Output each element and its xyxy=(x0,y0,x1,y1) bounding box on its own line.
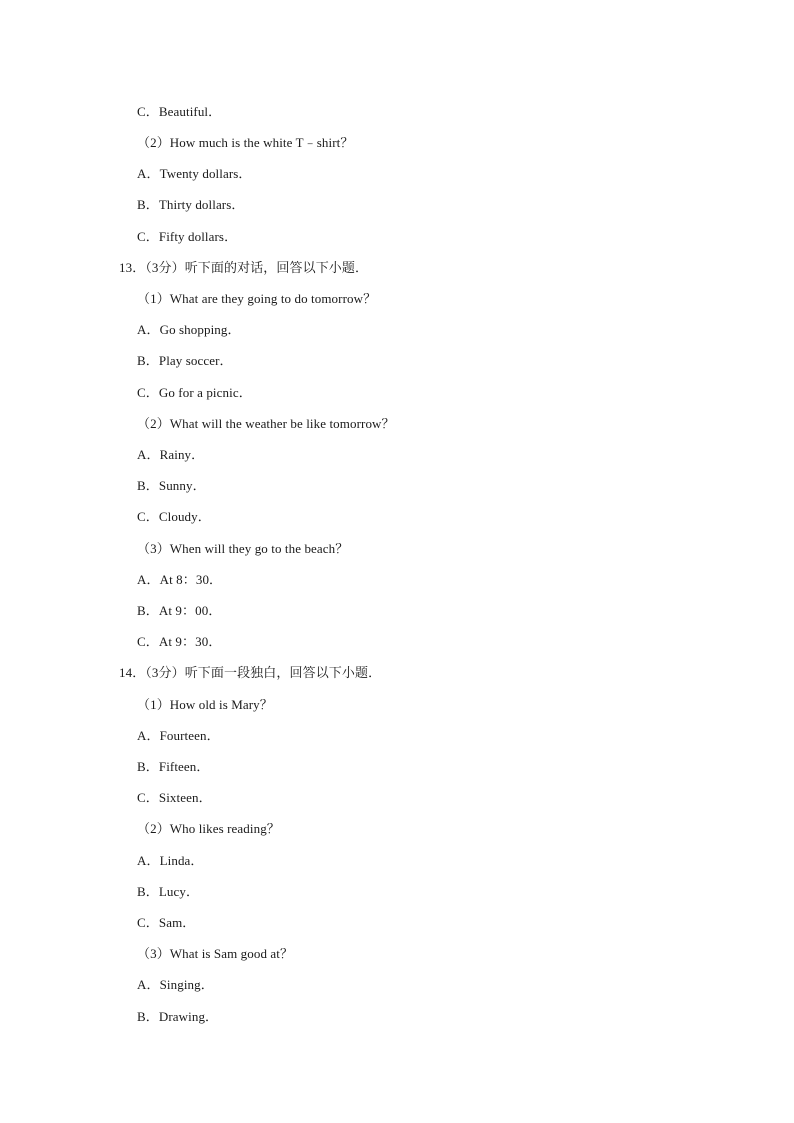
option-line: A．At 8：30． xyxy=(137,572,223,587)
sub-question-line: （1）What are they going to do tomorrow？ xyxy=(137,291,377,306)
option-line: B．Drawing． xyxy=(137,1009,219,1024)
option-line: B．At 9：00． xyxy=(137,603,222,618)
option-line: C．Fifty dollars． xyxy=(137,229,238,244)
question-heading: 14．（3分）听下面一段独白，回答以下小题． xyxy=(119,665,382,680)
option-line: C．Cloudy． xyxy=(137,509,211,524)
option-line: C．Sam． xyxy=(137,915,196,930)
sub-question-line: （3）When will they go to the beach？ xyxy=(137,541,349,556)
sub-question-line: （3）What is Sam good at？ xyxy=(137,946,294,961)
option-line: C．Beautiful． xyxy=(137,104,222,119)
option-line: B．Play soccer． xyxy=(137,353,233,368)
sub-question-line: （2）What will the weather be like tomorrow？ xyxy=(137,416,395,431)
option-line: C．At 9：30． xyxy=(137,634,222,649)
option-line: A．Rainy． xyxy=(137,447,205,462)
sub-question-line: （2）Who likes reading？ xyxy=(137,821,280,836)
question-heading: 13．（3分）听下面的对话，回答以下小题． xyxy=(119,260,369,275)
option-line: A．Singing． xyxy=(137,977,214,992)
option-line: B．Fifteen． xyxy=(137,759,210,774)
option-line: B．Lucy． xyxy=(137,884,200,899)
option-line: B．Thirty dollars． xyxy=(137,197,245,212)
option-line: C．Sixteen． xyxy=(137,790,212,805)
option-line: A．Twenty dollars． xyxy=(137,166,252,181)
option-line: A．Linda． xyxy=(137,853,204,868)
sub-question-line: （1）How old is Mary？ xyxy=(137,697,273,712)
option-line: C．Go for a picnic． xyxy=(137,385,252,400)
option-line: A．Go shopping． xyxy=(137,322,241,337)
option-line: B．Sunny． xyxy=(137,478,206,493)
sub-question-line: （2）How much is the white T﹣shirt？ xyxy=(137,135,354,150)
option-line: A．Fourteen． xyxy=(137,728,220,743)
